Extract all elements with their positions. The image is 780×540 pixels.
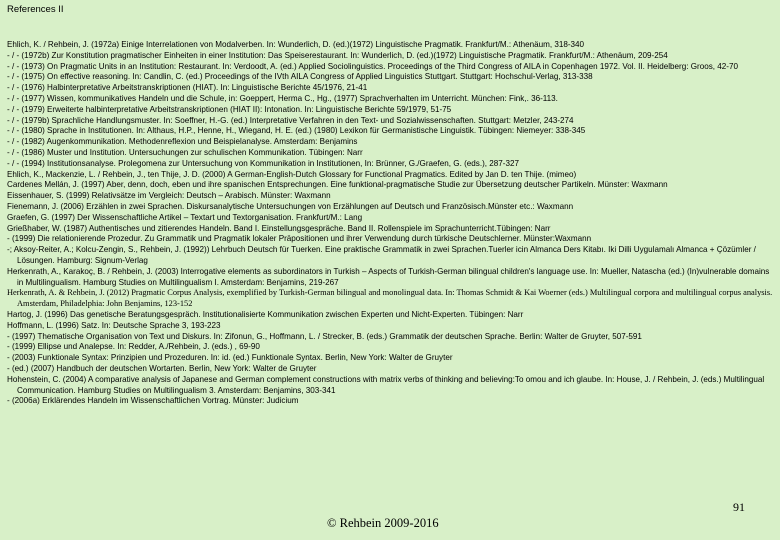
- page-number: 91: [733, 500, 745, 514]
- reference-item: -; Aksoy-Reiter, A.; Kolcu-Zengin, S., Rehbein, J. (1992)) Lehrbuch Deutsch für Tuerken. Eine praktische Grammatik in zwei Sprachen.Tuerler icin Almanca Ders Kitabı. Iki Dilli Uygulamalı Almanca + Çözümler / Lösungen. Hamburg: Signum-Verlag: [7, 245, 756, 265]
- copyright-footer: © Rehbein 2009-2016: [327, 516, 439, 530]
- reference-item: - / - (1979) Erweiterte halbinterpretative Arbeitstranskriptionen (HIAT II): Intonation. In: Linguistische Berichte 59/1979, 51-75: [7, 104, 452, 114]
- reference-item: - / - (1973) On Pragmatic Units in an Institution: Restaurant. In: Verdoodt, A. (ed.) Applied Sociolinguistics. Proceedings of the Third Congress of AILA in Copenhagen 1972. Vol. II. Heidelberg: Groos, 42-70: [7, 61, 738, 71]
- reference-item: - / - (1976) Halbinterpretative Arbeitstranskriptionen (HIAT). In: Linguistische Berichte 45/1976, 21-41: [7, 83, 368, 93]
- reference-item: - (1999) Die relationierende Prozedur. Zu Grammatik und Pragmatik lokaler Präpositionen und ihrer Verwendung durch türkische Deutschlerner. Münster:Waxmann: [7, 234, 592, 244]
- reference-item: - (2003) Funktionale Syntax: Prinzipien und Prozeduren. In: id. (ed.) Funktionale Syntax. Berlin, New York: Walter de Gruyter: [7, 353, 453, 363]
- reference-item: - / - (1979b) Sprachliche Handlungsmuster. In: Soeffner, H.-G. (ed.) Interpretative Verfahren in den Text- und Sozialwissenschaften. Stuttgart: Metzler, 243-274: [7, 115, 574, 125]
- reference-item: Graefen, G. (1997) Der Wissenschaftliche Artikel – Textart und Textorganisation. Frankfurt/M.: Lang: [7, 212, 363, 222]
- reference-item: - / - (1982) Augenkommunikation. Methodenreflexion und Beispielanalyse. Amsterdam: Benjamins: [7, 137, 358, 147]
- reference-item: Eissenhauer, S. (1999) Relativsätze im Vergleich: Deutsch – Arabisch. Münster: Waxmann: [7, 191, 331, 201]
- reference-item: Hohenstein, C. (2004) A comparative analysis of Japanese and German complement constructions with matrix verbs of thinking and believing:To omou and ich glaube. In: House, J. / Rehbein, J. (eds.) Multilingual Communication. Hamburg Studies on Multilingualism 3. Amsterdam: Benjamins, 303-341: [7, 374, 765, 395]
- reference-item: Herkenrath, A., Karakoç, B. / Rehbein, J. (2003) Interrogative elements as subordinators in Turkish – Aspects of Turkish-German bilingual children's language use. In: Mueller, Natascha (ed.) (In)vulnerable domains in Multilingualism. Hamburg Studies on Multilingualism I. Amsterdam: Benjamins, 219-267: [7, 266, 770, 287]
- reference-item: Grießhaber, W. (1987) Authentisches und zitierendes Handeln. Band I. Einstellungsgespräche. Band II. Rollenspiele im Sprachunterricht.Tübingen: Narr: [7, 223, 551, 233]
- reference-item: Ehlich, K., Mackenzie, L. / Rehbein, J., ten Thije, J. D. (2000) A German-English-Dutch Glossary for Functional Pragmatics. Edited by Jan D. ten Thije. (mimeo): [7, 169, 577, 179]
- reference-item: - / - (1972b) Zur Konstitution pragmatischer Einheiten in einer Institution: Das Speiserestaurant. In: Wunderlich, D. (ed.)(1972) Linguistische Pragmatik. Frankfurt/M.: Athenäum, 209-254: [7, 50, 668, 60]
- page-title: References II: [7, 4, 64, 15]
- reference-item: Hoffmann, L. (1996) Satz. In: Deutsche Sprache 3, 193-223: [7, 320, 221, 330]
- reference-item: - / - (1980) Sprache in Institutionen. In: Althaus, H.P., Henne, H., Wiegand, H. E. (ed.) (1980) Lexikon für Germanistische Linguistik. Tübingen: Niemeyer: 338-345: [7, 126, 586, 136]
- reference-item: - (1997) Thematische Organisation von Text und Diskurs. In: Zifonun, G., Hoffmann, L. / Strecker, B. (eds.) Grammatik der deutschen Sprache. Berlin: Walter de Gruyter, 507-591: [7, 331, 642, 341]
- reference-item: - / - (1994) Institutionsanalyse. Prolegomena zur Untersuchung von Kommunikation in Institutionen, In: Brünner, G./Graefen, G. (eds.), 287-327: [7, 158, 519, 168]
- reference-item: - / - (1977) Wissen, kommunikatives Handeln und die Schule, in: Goeppert, Herma C., Hg., (1977) Sprachverhalten im Unterricht. München: Fink,. 36-113.: [7, 93, 558, 103]
- reference-item: - / - (1975) On effective reasoning. In: Candlin, C. (ed.) Proceedings of the IVth AILA Congress of Applied Linguistics Stuttgart. Stuttgart: Hochschul-Verlag, 313-338: [7, 72, 593, 82]
- reference-item: Fienemann, J. (2006) Erzählen in zwei Sprachen. Diskursanalytische Untersuchungen von Erzählungen auf Deutsch und Französisch.Münster etc.: Waxmann: [7, 201, 574, 211]
- reference-item: Cardenes Mellán, J. (1997) Aber, denn, doch, eben und ihre spanischen Entsprechungen. Eine funktional-pragmatische Studie zur Übersetzung deutscher Partikeln. Münster: Waxmann: [7, 180, 668, 190]
- reference-list: [7, 40, 775, 407]
- reference-item: - (ed.) (2007) Handbuch der deutschen Wortarten. Berlin, New York: Walter de Gruyter: [7, 363, 317, 373]
- reference-item: Hartog, J. (1996) Das genetische Beratungsgespräch. Institutionalisierte Kommunikation zwischen Experten und Nicht-Experten. Tübingen: Narr: [7, 309, 524, 319]
- reference-item: - / - (1986) Muster und Institution. Untersuchungen zur schulischen Kommunikation. Tübingen: Narr: [7, 147, 363, 157]
- reference-item: - (1999) Ellipse und Analepse. In: Redder, A./Rehbein, J. (eds.) , 69-90: [7, 342, 260, 352]
- reference-item: Herkenrath, A. & Rehbein, J. (2012) Pragmatic Corpus Analysis, exemplified by Turkish-German bilingual and monolingual data. In: Thomas Schmidt & Kai Woerner (eds.) Multilingual corpora and multilingual corpus analysis. Amsterdam, Philadelphia: John Benjamins, 123-152: [7, 288, 773, 309]
- reference-item: Ehlich, K. / Rehbein, J. (1972a) Einige Interrelationen von Modalverben. In: Wunderlich, D. (ed.)(1972) Linguistische Pragmatik. Frankfurt/M.: Athenäum, 318-340: [7, 40, 585, 49]
- reference-item: - (2006a) Erklärendes Handeln im Wissenschaftlichen Vortrag. Münster: Judicium: [7, 396, 299, 406]
